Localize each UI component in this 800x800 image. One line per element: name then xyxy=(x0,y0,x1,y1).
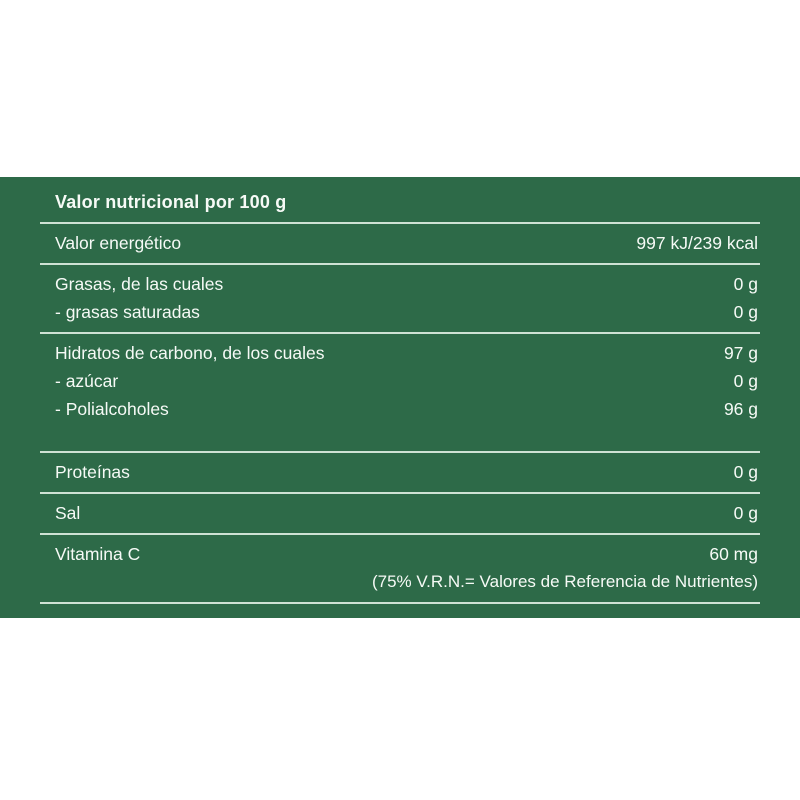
divider xyxy=(40,222,760,224)
nutrient-row-vitamin-c xyxy=(0,540,800,568)
nutrient-group-carbohydrates xyxy=(0,339,800,445)
nutrient-row-saturated-fats xyxy=(0,298,800,326)
nutrient-row-protein xyxy=(0,458,800,486)
nutrient-label: - grasas saturadas xyxy=(55,302,200,322)
divider xyxy=(40,533,760,535)
nutrient-row-sugar xyxy=(0,367,800,395)
nutrient-row-fats xyxy=(0,270,800,298)
nutrient-value: 96 g xyxy=(723,399,758,419)
divider xyxy=(40,451,760,453)
nutrient-label: - azúcar xyxy=(55,371,119,391)
nutrient-label: Valor energético xyxy=(55,233,182,253)
nutrient-group-vitamin-c xyxy=(0,540,800,596)
nutrient-value: 0 g xyxy=(733,274,758,294)
nutrient-label: Sal xyxy=(55,503,81,523)
nutrient-label: Proteínas xyxy=(55,462,130,482)
nutrient-label: - Polialcoholes xyxy=(55,399,169,419)
nutrient-value: 0 g xyxy=(733,302,758,322)
divider xyxy=(40,332,760,334)
divider xyxy=(40,492,760,494)
nutrient-value: 0 g xyxy=(733,503,758,523)
nutrition-title: Valor nutricional por 100 g xyxy=(55,192,287,212)
nutrient-label: Grasas, de las cuales xyxy=(55,274,224,294)
nutrient-row-polyols xyxy=(0,395,800,423)
vrn-reference-note: (75% V.R.N.= Valores de Referencia de Nutrientes) xyxy=(371,572,758,591)
nutrient-value: 0 g xyxy=(733,462,758,482)
divider xyxy=(40,263,760,265)
nutrient-label: Vitamina C xyxy=(55,544,141,564)
nutrient-row-carbohydrates xyxy=(0,339,800,367)
nutrient-group-fats xyxy=(0,270,800,326)
nutrient-value: 997 kJ/239 kcal xyxy=(636,233,758,253)
nutrient-group-energy xyxy=(0,229,800,257)
nutrient-group-salt xyxy=(0,499,800,527)
divider xyxy=(40,602,760,604)
nutrient-group-protein xyxy=(0,458,800,486)
nutrient-label: Hidratos de carbono, de los cuales xyxy=(55,343,325,363)
nutrient-value: 60 mg xyxy=(709,544,758,564)
nutrient-row-salt xyxy=(0,499,800,527)
nutrient-value: 0 g xyxy=(733,371,758,391)
nutrient-row-energy xyxy=(0,229,800,257)
nutrition-label-panel xyxy=(0,177,800,618)
nutrient-value: 97 g xyxy=(723,343,758,363)
